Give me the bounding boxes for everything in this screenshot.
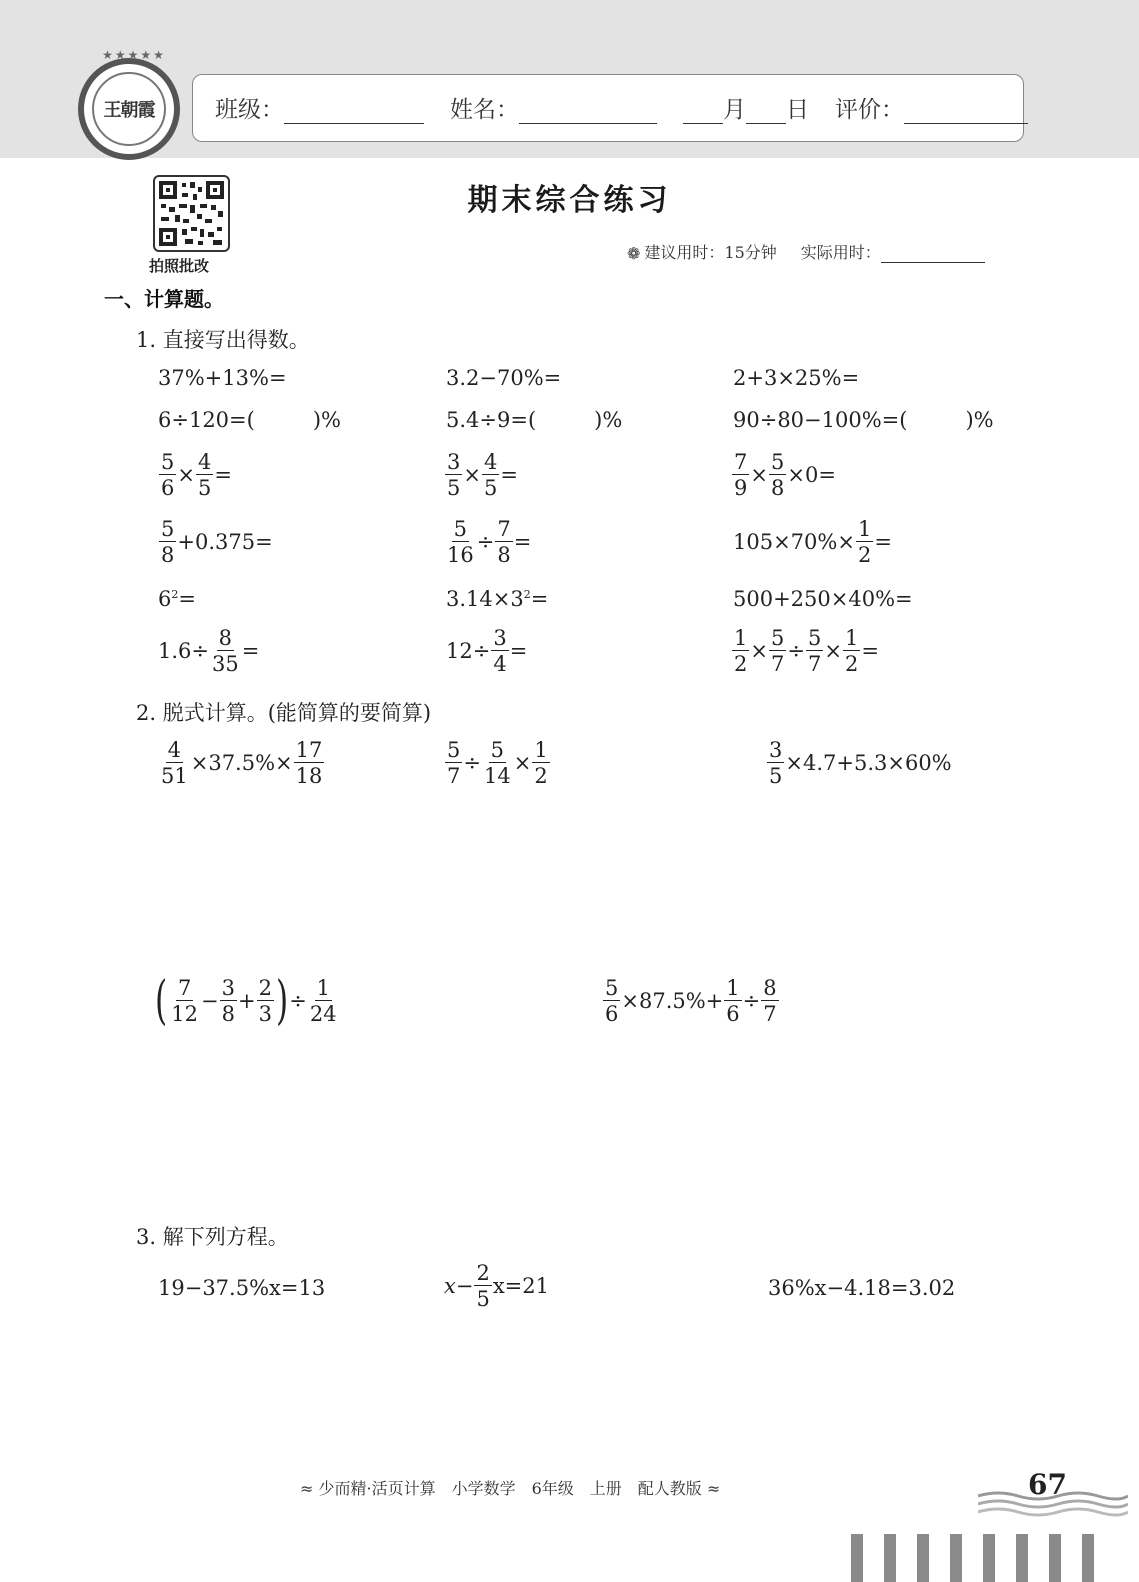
fraction: $\frac{1}{2}$ (734, 626, 748, 677)
fraction: $\frac{3}{5}$ (447, 450, 461, 501)
operator: = (509, 638, 528, 663)
name-field[interactable] (519, 97, 657, 124)
operator: = (530, 587, 549, 611)
operator: − (201, 988, 219, 1013)
q1-item (444, 518, 531, 566)
operator: = (513, 529, 532, 554)
stars-icon: ★★★★★ (102, 48, 166, 62)
footer-text: ≈ 少而精·活页计算 小学数学 6年级 上册 配人教版 ≈ (300, 1479, 721, 1498)
operator: ÷ (289, 988, 307, 1013)
fraction: $\frac{4}{5}$ (483, 450, 498, 501)
q3-item: 36%x−4.18=3.02 (768, 1276, 956, 1300)
edge-marker (851, 1534, 863, 1582)
q1-heading: 1. 直接写出得数。 (136, 328, 310, 352)
expr-text: )% (594, 408, 623, 432)
fraction: $\frac{5}{16}$ (447, 517, 474, 568)
q2-heading: 2. 脱式计算。(能简算的要简算) (136, 701, 432, 725)
operator: ÷ (463, 750, 481, 775)
class-field[interactable] (284, 97, 424, 124)
expr-text: 12÷ (446, 638, 491, 663)
page-title: 期末综合练习 (467, 183, 672, 218)
operator: ÷ (476, 529, 495, 554)
operator: = (500, 462, 518, 487)
expr-text: x− (444, 1273, 474, 1298)
q1-item: 37%+13%= (158, 366, 287, 390)
fraction: $\frac{5}{7}$ (447, 738, 461, 789)
logo-text: 王朝霞 (103, 100, 155, 121)
fraction: $\frac{2}{3}$ (258, 975, 272, 1026)
edge-marker (983, 1534, 995, 1582)
exponent: 2 (171, 588, 179, 601)
paren-left: ( (155, 971, 168, 1031)
q2-item (158, 739, 325, 787)
class-label: 班级： (215, 97, 284, 123)
expr-text: )% (965, 408, 994, 432)
operator: = (861, 638, 879, 663)
expr-text: 3.14×3 (446, 587, 524, 611)
brand-logo (78, 48, 180, 160)
fraction: $\frac{1}{24}$ (309, 975, 337, 1026)
operator: = (214, 462, 232, 487)
q1-item (158, 518, 273, 566)
fraction: $\frac{5}{14}$ (483, 738, 511, 789)
fraction: $\frac{8}{7}$ (763, 976, 777, 1027)
actual-time-label: 实际用时： (800, 243, 881, 262)
q1-item (444, 451, 518, 499)
fraction: $\frac{5}{6}$ (161, 450, 175, 501)
expr-text: ×87.5%+ (621, 988, 724, 1013)
operator: × (177, 462, 195, 487)
q3-item (444, 1262, 549, 1310)
paren-right: ) (276, 971, 289, 1031)
operator: = (874, 529, 892, 554)
flower-icon: ❁ (627, 244, 641, 263)
expr-text: ×0= (787, 462, 836, 487)
expr-text: 6 (158, 587, 172, 611)
q1-item (733, 410, 994, 431)
fraction: $\frac{3}{8}$ (221, 975, 236, 1026)
q1-item (733, 518, 892, 566)
q1-item: 2+3×25%= (733, 366, 860, 390)
time-row (627, 240, 985, 263)
expr-text: ×4.7+5.3×60% (785, 750, 952, 775)
operator: × (750, 638, 768, 663)
edge-marker (1049, 1534, 1061, 1582)
suggested-time: 建议用时：15分钟 (644, 243, 777, 262)
operator: × (750, 462, 768, 487)
q1-item: 500+250×40%= (733, 587, 913, 611)
fraction: $\frac{3}{4}$ (493, 626, 507, 677)
fraction: $\frac{2}{5}$ (476, 1261, 490, 1312)
fraction: $\frac{7}{8}$ (497, 517, 511, 568)
fraction: $\frac{3}{5}$ (769, 738, 783, 789)
edge-marker (884, 1534, 896, 1582)
month-label: 月 (723, 97, 746, 123)
operator: × (513, 750, 532, 775)
q2-item (154, 971, 340, 1031)
operator: × (463, 462, 481, 487)
expr-text: 90÷80−100%=( (733, 408, 908, 432)
fraction: $\frac{1}{2}$ (857, 517, 872, 568)
expr-text: 1.6÷ (158, 638, 209, 663)
logo-seal (92, 72, 166, 146)
qr-label: 拍照批改 (149, 257, 210, 275)
expr-text: )% (312, 408, 341, 432)
q1-item (158, 451, 232, 499)
operator: = (241, 638, 260, 663)
q1-item (731, 451, 836, 499)
fraction: $\frac{4}{5}$ (197, 450, 212, 501)
expr-text: ×37.5%× (190, 750, 293, 775)
eval-field[interactable] (904, 97, 1028, 124)
fraction: $\frac{1}{6}$ (726, 976, 740, 1027)
fraction: $\frac{5}{8}$ (770, 450, 785, 501)
fraction: $\frac{5}{7}$ (807, 626, 822, 677)
expr-text: +0.375= (177, 529, 273, 554)
edge-marker (950, 1534, 962, 1582)
fraction: $\frac{5}{7}$ (770, 626, 785, 677)
operator: × (824, 638, 842, 663)
fraction: $\frac{5}{6}$ (605, 976, 619, 1027)
q1-item (446, 410, 622, 431)
day-label: 日 (786, 97, 809, 123)
expr-text: 6÷120=( (158, 408, 255, 432)
actual-time-field[interactable] (881, 244, 985, 263)
fraction: $\frac{1}{2}$ (534, 738, 548, 789)
month-field[interactable] (683, 97, 723, 124)
fraction: $\frac{8}{35}$ (212, 626, 239, 677)
q3-heading: 3. 解下列方程。 (136, 1225, 289, 1249)
student-info-box (192, 74, 1024, 142)
q2-item (602, 977, 780, 1025)
wave-decoration-icon (978, 1488, 1128, 1522)
edge-marker (1082, 1534, 1094, 1582)
expr-text: 5.4÷9=( (446, 408, 537, 432)
q1-item (446, 627, 527, 675)
q1-item (158, 589, 196, 610)
operator: ÷ (787, 638, 805, 663)
q1-item (158, 627, 259, 675)
student-info-row (215, 91, 1028, 124)
section-heading: 一、计算题。 (104, 287, 224, 311)
fraction: $\frac{4}{51}$ (161, 738, 188, 789)
edge-marker (1016, 1534, 1028, 1582)
q2-item (444, 739, 551, 787)
fraction: $\frac{7}{9}$ (734, 450, 748, 501)
day-field[interactable] (746, 97, 786, 124)
expr-text: 105×70%× (733, 529, 855, 554)
operator: = (178, 587, 196, 611)
exponent: 2 (523, 588, 531, 601)
q1-item (158, 410, 341, 431)
q1-item: 3.2−70%= (446, 366, 562, 390)
fraction: $\frac{17}{18}$ (295, 738, 323, 789)
name-label: 姓名： (450, 97, 519, 123)
edge-marker (917, 1534, 929, 1582)
eval-label: 评价： (835, 97, 904, 123)
page-number: 67 (1028, 1468, 1067, 1501)
fraction: $\frac{5}{8}$ (161, 517, 175, 568)
fraction: $\frac{7}{12}$ (171, 975, 199, 1026)
q1-item (446, 589, 548, 610)
q3-item: 19−37.5%x=13 (158, 1276, 326, 1300)
expr-text: x=21 (492, 1273, 549, 1298)
q1-item (731, 627, 879, 675)
operator: ÷ (742, 988, 761, 1013)
q2-item (766, 739, 952, 787)
fraction: $\frac{1}{2}$ (844, 626, 859, 677)
operator: + (238, 988, 256, 1013)
